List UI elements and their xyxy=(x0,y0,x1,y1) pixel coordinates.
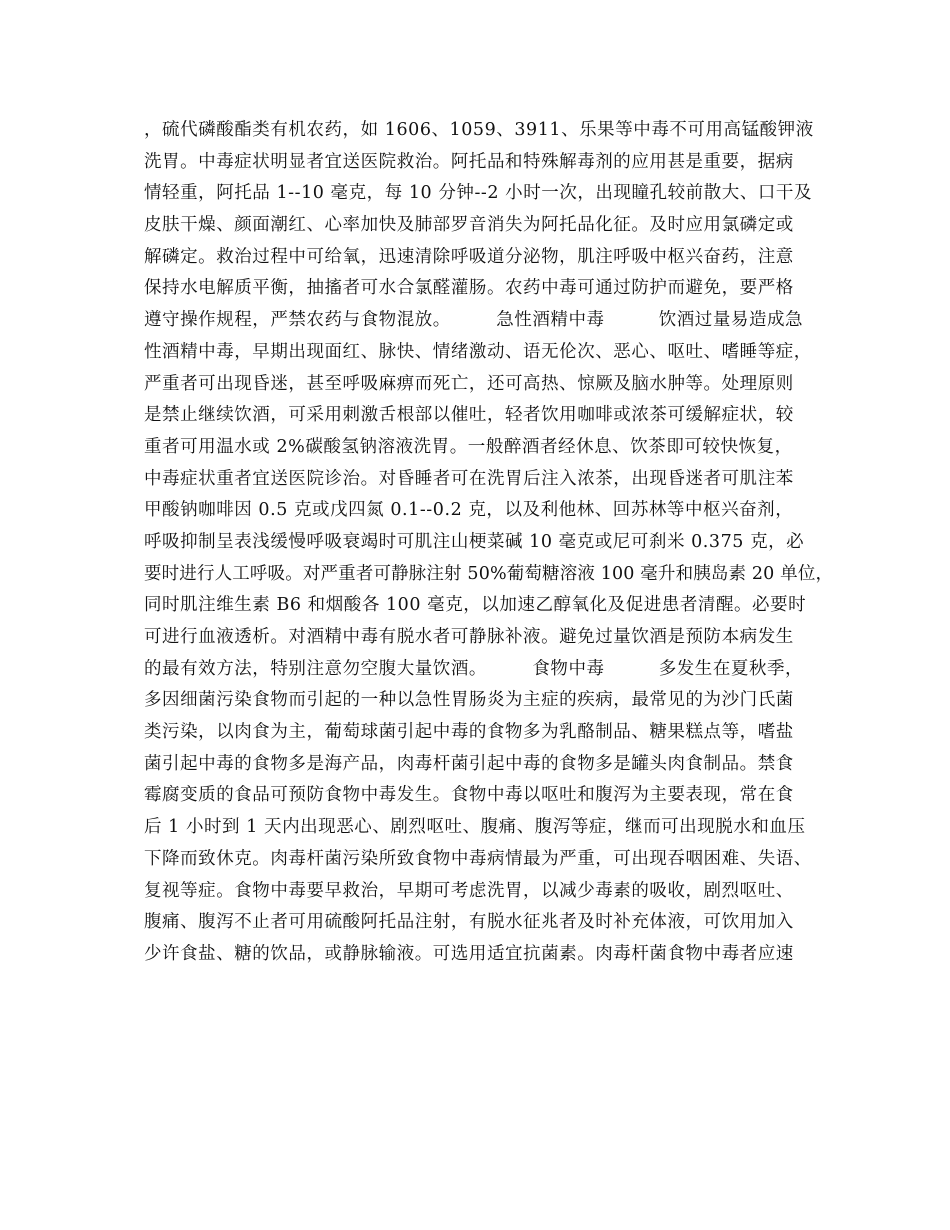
text-line: 同时肌注维生素 B6 和烟酸各 100 毫克，以加速乙醇氧化及促进患者清醒。必要时 xyxy=(144,595,807,616)
text-line: 情轻重，阿托品 1--10 毫克，每 10 分钟--2 小时一次，出现瞳孔较前散大、口干及 xyxy=(144,183,813,204)
text-line: 甲酸钠咖啡因 0.5 克或戊四氮 0.1--0.2 克，以及利他林、回苏林等中枢兴奋剂， xyxy=(144,500,794,521)
text-line: 皮肤干燥、颜面潮红、心率加快及肺部罗音消失为阿托品化征。及时应用氯磷定或 xyxy=(144,215,794,236)
text-line: 少许食盐、糖的饮品，或静脉输液。可选用适宜抗菌素。肉毒杆菌食物中毒者应速 xyxy=(144,943,794,964)
text-line: 多因细菌污染食物而引起的一种以急性胃肠炎为主症的疾病，最常见的为沙门氏菌 xyxy=(144,690,794,711)
text-line: 后 1 小时到 1 天内出现恶心、剧烈呕吐、腹痛、腹泻等症，继而可出现脱水和血压 xyxy=(144,817,806,838)
body-text xyxy=(144,115,834,971)
text-line: 中毒症状重者宜送医院诊治。对昏睡者可在洗胃后注入浓茶，出现昏迷者可肌注苯 xyxy=(144,468,794,489)
text-line: 霉腐变质的食品可预防食物中毒发生。食物中毒以呕吐和腹泻为主要表现，常在食 xyxy=(144,785,794,806)
text-line: 腹痛、腹泻不止者可用硫酸阿托品注射，有脱水征兆者及时补充体液，可饮用加入 xyxy=(144,912,794,933)
text-line: 类污染，以肉食为主，葡萄球菌引起中毒的食物多为乳酪制品、糖果糕点等，嗜盐 xyxy=(144,722,794,743)
text-line: 呼吸抑制呈表浅缓慢呼吸衰竭时可肌注山梗菜碱 10 毫克或尼可刹米 0.375 克，必 xyxy=(144,531,805,552)
text-line: 复视等症。食物中毒要早救治，早期可考虑洗胃，以减少毒素的吸收，剧烈呕吐、 xyxy=(144,880,794,901)
text-line: 是禁止继续饮酒，可采用刺激舌根部以催吐，轻者饮用咖啡或浓茶可缓解症状，较 xyxy=(144,405,794,426)
text-line: 遵守操作规程，严禁农药与食物混放。 急性酒精中毒 饮酒过量易造成急 xyxy=(144,310,804,331)
text-line: 性酒精中毒，早期出现面红、脉快、情绪激动、语无伦次、恶心、呕吐、嗜睡等症， xyxy=(144,341,812,362)
text-line: 洗胃。中毒症状明显者宜送医院救治。阿托品和特殊解毒剂的应用甚是重要，据病 xyxy=(144,151,794,172)
text-line: 重者可用温水或 2%碳酸氢钠溶液洗胃。一般醉酒者经休息、饮茶即可较快恢复， xyxy=(144,436,793,457)
text-line: 严重者可出现昏迷，甚至呼吸麻痹而死亡，还可高热、惊厥及脑水肿等。处理原则 xyxy=(144,373,794,394)
text-line: 菌引起中毒的食物多是海产品，肉毒杆菌引起中毒的食物多是罐头肉食制品。禁食 xyxy=(144,753,794,774)
text-line: 保持水电解质平衡，抽搐者可水合氯醛灌肠。农药中毒可通过防护而避免，要严格 xyxy=(144,278,794,299)
text-line: 下降而致休克。肉毒杆菌污染所致食物中毒病情最为严重，可出现吞咽困难、失语、 xyxy=(144,848,812,869)
text-line: 解磷定。救治过程中可给氧，迅速清除呼吸道分泌物，肌注呼吸中枢兴奋药，注意 xyxy=(144,246,794,267)
text-line: 可进行血液透析。对酒精中毒有脱水者可静脉补液。避免过量饮酒是预防本病发生 xyxy=(144,627,794,647)
text-line: 要时进行人工呼吸。对严重者可静脉注射 50%葡萄糖溶液 100 毫升和胰岛素 20 单位， xyxy=(144,563,834,584)
text-line: 的最有效方法，特别注意勿空腹大量饮酒。 食物中毒 多发生在夏秋季， xyxy=(144,658,804,679)
text-line: ，硫代磷酸酯类有机农药，如 1606、1059、3911、乐果等中毒不可用高锰酸钾液 xyxy=(144,120,814,140)
